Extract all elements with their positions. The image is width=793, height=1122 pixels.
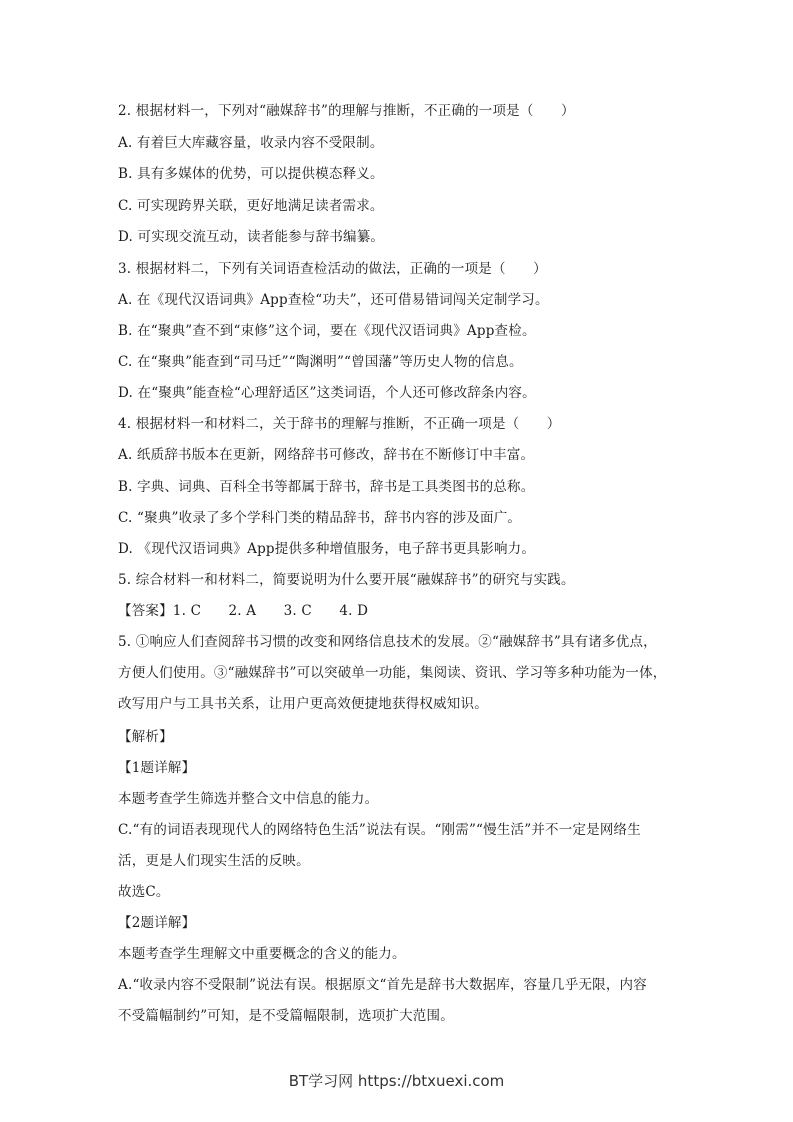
question-4-stem: 4. 根据材料一和材料二，关于辞书的理解与推断，不正确一项是（ ）: [118, 416, 561, 432]
q2-detail-heading: 【2题详解】: [118, 915, 196, 931]
question-3-option-d: D. 在“聚典”能查检“心理舒适区”这类词语，个人还可修改辞条内容。: [118, 385, 536, 401]
question-2-stem: 2. 根据材料一，下列对“融媒辞书”的理解与推断，不正确的一项是（ ）: [118, 103, 575, 119]
answer-5-line-3: 改写用户与工具书关系，让用户更高效便捷地获得权威知识。: [118, 696, 488, 712]
question-4-option-c: C. “聚典”收录了多个学科门类的精品辞书，辞书内容的涉及面广。: [118, 510, 522, 526]
question-4-option-d: D. 《现代汉语词典》App提供多种增值服务，电子辞书更具影响力。: [118, 541, 536, 557]
answer-5-line-1: 5. ①响应人们查阅辞书习惯的改变和网络信息技术的发展。②“融媒辞书”具有诸多优点，: [118, 634, 657, 650]
answer-key: 【答案】1. C 2. A 3. C 4. D: [118, 603, 369, 619]
analysis-heading: 【解析】: [118, 729, 173, 745]
question-2-option-d: D. 可实现交流互动，读者能参与辞书编纂。: [118, 229, 385, 245]
question-4-option-a: A. 纸质辞书版本在更新，网络辞书可修改，辞书在不断修订中丰富。: [118, 447, 535, 463]
question-2-option-b: B. 具有多媒体的优势，可以提供模态释义。: [118, 166, 384, 182]
q2-detail-line-2: 不受篇幅制约”可知，是不受篇幅限制，选项扩大范围。: [118, 1008, 454, 1024]
q1-detail-intro: 本题考查学生筛选并整合文中信息的能力。: [118, 791, 379, 807]
q2-detail-line-1: A.“收录内容不受限制”说法有误。根据原文“首先是辞书大数据库，容量几乎无限，内容: [118, 977, 647, 993]
q1-detail-line-2: 活，更是人们现实生活的反映。: [118, 853, 310, 869]
question-2-option-c: C. 可实现跨界关联，更好地满足读者需求。: [118, 198, 384, 214]
question-5-stem: 5. 综合材料一和材料二，简要说明为什么要开展“融媒辞书”的研究与实践。: [118, 572, 575, 588]
question-3-option-a: A. 在《现代汉语词典》App查检“功夫”，还可借易错词闯关定制学习。: [118, 292, 549, 308]
q2-detail-intro: 本题考查学生理解文中重要概念的含义的能力。: [118, 946, 406, 962]
question-4-option-b: B. 字典、词典、百科全书等都属于辞书，辞书是工具类图书的总称。: [118, 479, 535, 495]
question-2-option-a: A. 有着巨大库藏容量，收录内容不受限制。: [118, 135, 384, 151]
question-3-stem: 3. 根据材料二，下列有关词语查检活动的做法，正确的一项是（ ）: [118, 261, 547, 277]
q1-detail-heading: 【1题详解】: [118, 760, 196, 776]
question-3-option-b: B. 在“聚典”查不到“束修”这个词，要在《现代汉语词典》App查检。: [118, 323, 536, 339]
q1-conclusion: 故选C。: [118, 884, 170, 900]
answer-5-line-2: 方便人们使用。③“融媒辞书”可以突破单一功能，集阅读、资讯、学习等多种功能为一体，: [118, 665, 667, 681]
site-footer-watermark: BT学习网 https://btxuexi.com: [288, 1072, 505, 1090]
q1-detail-line-1: C.“有的词语表现现代人的网络特色生活”说法有误。“刚需”“慢生活”并不一定是网络生: [118, 822, 641, 838]
question-3-option-c: C. 在“聚典”能查到“司马迁”“陶渊明”“曾国藩”等历史人物的信息。: [118, 354, 523, 370]
